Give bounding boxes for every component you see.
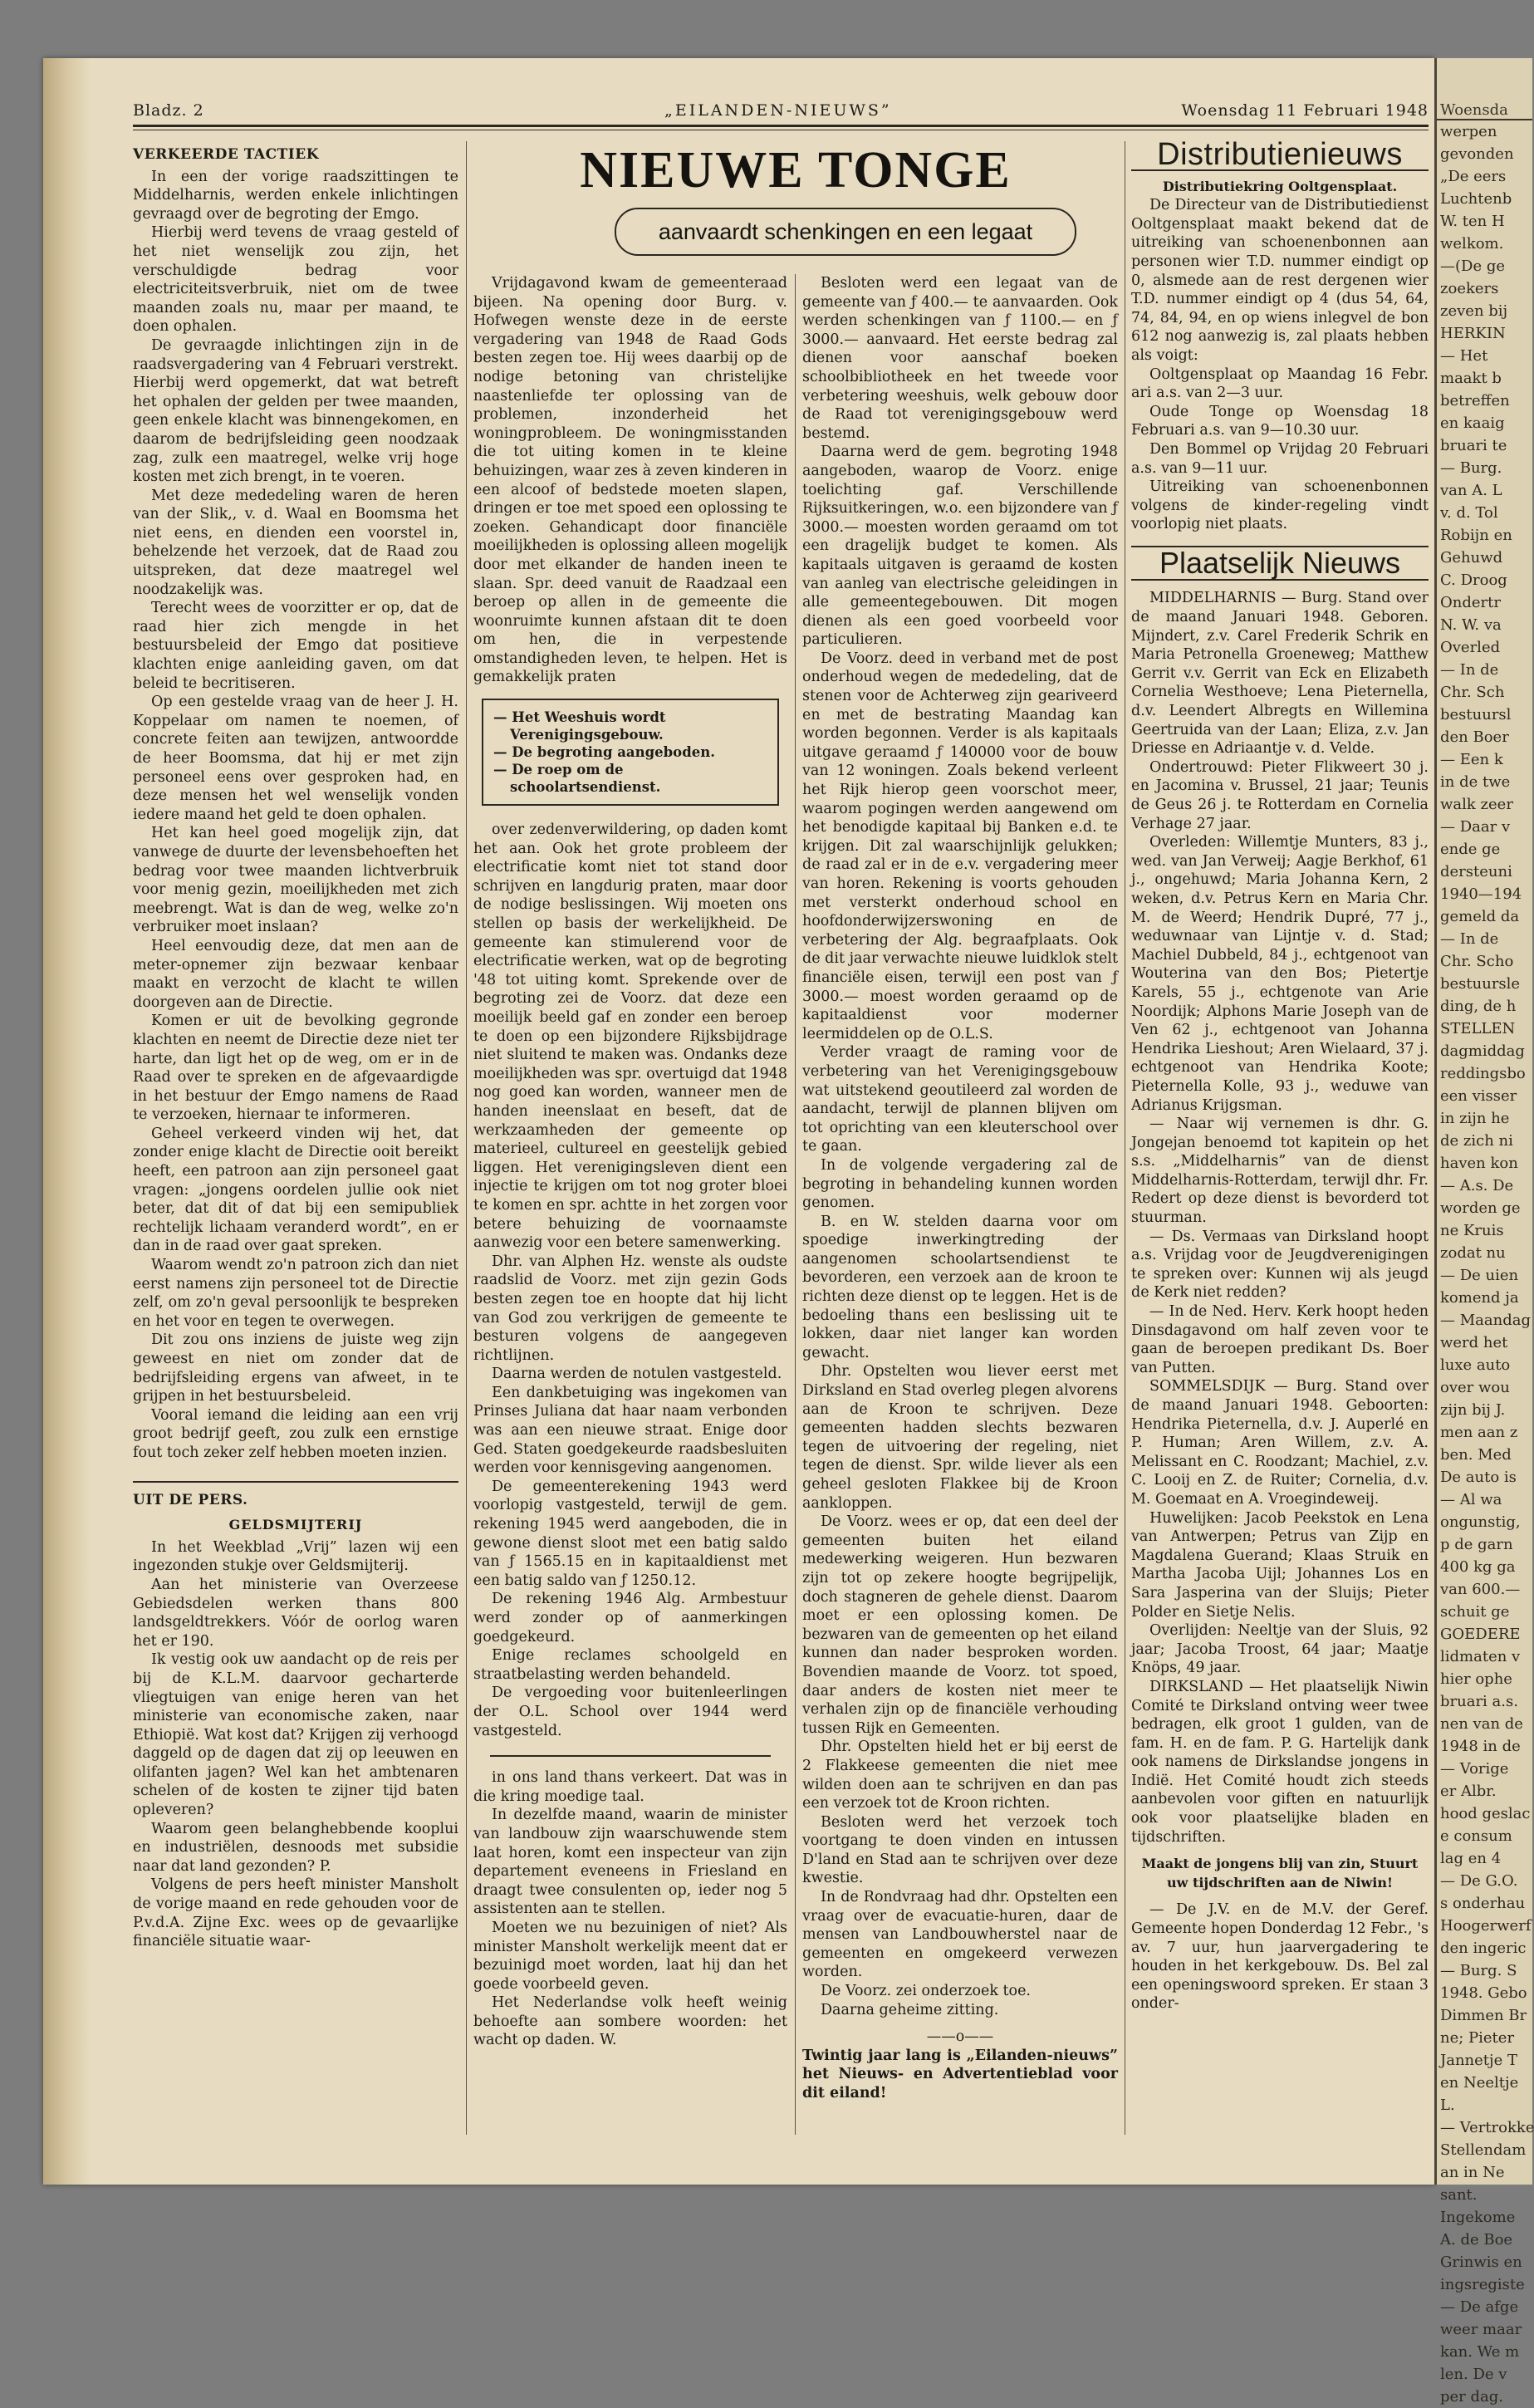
article-paragraph: Dit zou ons inziens de juiste weg zijn geweest en niet om zonder dat de bedrijfsleiding ergens van afweet, in te grijpen in het bestuursbeleid. <box>133 1332 458 1405</box>
article-paragraph: Komen er uit de bevolking gegronde klachten en neemt de Directie deze niet ter harte, dan ligt het op de weg, om er in de Raad over te spreken en de afgevaardigde in het bestuur der Emgo namens de Raad te verzoeken, hiernaar te informeren. <box>133 1013 458 1124</box>
adjacent-page-line: nen van de <box>1440 1715 1523 1733</box>
adjacent-page-line: — In de <box>1440 930 1499 948</box>
article-headline: NIEUWE TONGE <box>580 142 1012 199</box>
adjacent-page-line: Stellendam <box>1440 2141 1527 2159</box>
article-paragraph: Daarna werden de notulen vastgesteld. <box>492 1366 782 1383</box>
article-paragraph: — Ds. Vermaas van Dirksland hoopt a.s. Vrijdag voor de Jeugdverenigingen te spreken over: Kunnen wij als jeugd de Kerk niet redden? <box>1131 1228 1429 1302</box>
article-paragraph: Daarna werd de gem. begroting 1948 aangeboden, waarop de Voorz. enige toelichting gaf. Verschillende Rijksuitkeringen, w.o. een bijzondere van ƒ 3000.— moesten worden geraamd om tot een dragelijk budget te komen. Als kapitaals uitgaven is geraamd de kosten van aanleg van electrische geleidingen in alle gemeentegebouwen. Dit mogen dienen als een goed voorbeeld voor particulieren. <box>802 444 1118 649</box>
article-paragraph: SOMMELSDIJK — Burg. Stand over de maand Januari 1948. Geboorten: Hendrika Pieternella, d.v. J. Auperlé en P. Human; Aren Willem, z.v. A. Melissant en C. Roodzant; Machiel, z.v. C. Looij en Z. de Ruiter; Cornelia, d.v. M. Goemaat en A. Vroegindeweij. <box>1131 1378 1429 1508</box>
article-paragraph: — De J.V. en de M.V. der Geref. Gemeente hopen Donderdag 12 Febr., 's av. 7 uur, hun jaarvergadering te houden in het kerkgebouw. Ds. Bel zal een openingswoord spreken. Er staan 3 onder- <box>1131 1901 1429 2013</box>
summary-item: — Het Weeshuis wordt Verenigingsgebouw. <box>493 709 666 743</box>
adjacent-page-line: de zich ni <box>1440 1132 1513 1150</box>
adjacent-page-line: Chr. Sch <box>1440 684 1505 701</box>
adjacent-page-line: — Burg. S <box>1440 1962 1517 1979</box>
article-body <box>473 274 787 687</box>
adjacent-page-line: 400 kg ga <box>1440 1558 1516 1576</box>
adjacent-page-line: gevonden <box>1440 145 1514 163</box>
article-paragraph: in ons land thans verkeert. Dat was in die kring moedige taal. <box>473 1769 787 1805</box>
adjacent-page-text <box>1437 120 1532 2408</box>
adjacent-page-line: ne; Pieter <box>1440 2029 1515 2047</box>
adjacent-page-line: en Neeltje <box>1440 2074 1519 2092</box>
column-verkeerde-tactiek <box>133 145 458 2135</box>
adjacent-page-line: Overled <box>1440 639 1501 656</box>
issue-date: Woensdag 11 Februari 1948 <box>1181 101 1429 120</box>
adjacent-page-line: — De afge <box>1440 2298 1519 2316</box>
adjacent-page-line: den Boer <box>1440 728 1509 746</box>
adjacent-page-line: komend ja <box>1440 1289 1519 1307</box>
column-rule <box>795 274 796 2135</box>
adjacent-page-line: haven kon <box>1440 1155 1518 1172</box>
adjacent-page-line: van 600.— <box>1440 1581 1521 1598</box>
adjacent-page-line: hood geslac <box>1440 1805 1531 1822</box>
adjacent-page-line: A. de Boe <box>1440 2231 1513 2249</box>
adjacent-page-line: Robijn en <box>1440 527 1512 544</box>
adjacent-page-line: lidmaten v <box>1440 1648 1521 1665</box>
adjacent-page-line: — Maandag <box>1440 1312 1531 1329</box>
promo-text: Twintig jaar lang is „Eilanden-nieuws” het Nieuws- en Advertentieblad voor dit eiland! <box>802 2047 1118 2101</box>
article-paragraph: MIDDELHARNIS — Burg. Stand over de maand Januari 1948. Geboren. Mijndert, z.v. Carel Frederik Schrik en Maria Petronella Groeneweg; Matthew Gerrit v.v. Gerrit van Eck en Elizabeth Cornelia Westhoeve; Lena Pieternella, d.v. Leendert Albregts en Willemina Geertruida van der Laan; Eliza, z.v. Jan Driesse en Adriaantje v. d. Velde. <box>1131 590 1429 758</box>
adjacent-page-line: De auto is <box>1440 1469 1517 1486</box>
adjacent-page-line: er Albr. <box>1440 1783 1497 1800</box>
article-separator <box>133 1481 458 1483</box>
article-paragraph: Besloten werd het verzoek toch voortgang te doen vinden en intussen D'land en Stad aan te schrijven over deze kwestie. <box>802 1813 1118 1887</box>
adjacent-page-line: — In de <box>1440 661 1499 679</box>
page-gutter <box>43 58 91 2185</box>
article-paragraph: Ondertrouwd: Pieter Flikweert 30 j. en Jacomina v. Brussel, 21 jaar; Teunis de Geus 26 j. te Rotterdam en Cornelia Verhage 27 jaar. <box>1131 758 1429 832</box>
adjacent-page-line: — Daar v <box>1440 818 1511 836</box>
article-heading: VERKEERDE TACTIEK <box>133 146 319 163</box>
adjacent-page-line: Luchtenb <box>1440 190 1512 208</box>
article-paragraph: B. en W. stelden daarna voor om spoedige inwerkingtreding der aangenomen schoolartsendienst te bevorderen, een verzoek aan de kroon te richten deze dienst op te leggen. Het is de bedoeling thans een beslissing uit te lokken, daar niet langer kan worden gewacht. <box>802 1213 1118 1361</box>
article-paragraph: Enige reclames schoolgeld en straatbelasting werden behandeld. <box>473 1647 787 1683</box>
adjacent-page-line: van A. L <box>1440 482 1502 499</box>
article-paragraph: Waarom geen belanghebbende kooplui en industriëlen, desnoods met subsidie naar dat land gezonden? P. <box>133 1820 458 1875</box>
adjacent-page-line: men aan z <box>1440 1424 1518 1441</box>
adjacent-page-edge <box>1434 58 1534 2406</box>
adjacent-page-line: lag en 4 <box>1440 1850 1502 1867</box>
article-paragraph: Uitreiking van schoenenbonnen volgens de kinder-regeling vindt voorlopig niet plaats. <box>1131 478 1429 533</box>
article-paragraph: Besloten werd een legaat van de gemeente van ƒ 400.— te aanvaarden. Ook werden schenkingen van ƒ 1100.— en ƒ 3000.— aanvaard. Het eerste bedrag zal dienen voor aanschaf boeken schoolbibliotheek en het tweede voor verbetering weeshuis, welk gebouw door de Raad tot verenigingsgebouw werd bestemd. <box>802 275 1118 442</box>
column-rule <box>466 141 467 2135</box>
adjacent-page-line: bruari te <box>1440 437 1507 454</box>
adjacent-page-line: len. De v <box>1440 2366 1507 2383</box>
adjacent-page-line: — Een k <box>1440 751 1503 768</box>
separator-ornament: ——o—— <box>926 2028 994 2046</box>
adjacent-page-line: luxe auto <box>1440 1356 1511 1374</box>
adjacent-page-line: p de garn <box>1440 1536 1513 1553</box>
head-rule <box>133 125 1429 127</box>
adjacent-page-line: ongunstig, <box>1440 1513 1521 1531</box>
article-paragraph: Vooral iemand die leiding aan een vrij groot bedrijf geeft, zou zulk een ernstige fout toch zeker zelf hebben moeten inzien. <box>133 1406 458 1461</box>
adjacent-page-line: Chr. Scho <box>1440 953 1514 970</box>
article-paragraph: Vrijdagavond kwam de gemeenteraad bijeen. Na opening door Burg. v. Hofwegen wenste deze in de eerste vergadering van 1948 de Raad Gods besten zegen toe. Hij wees daarbij op de nodige betoning van christelijke naastenliefde ter oplossing van de problemen, inzonderheid het woningprobleem. De woningmisstanden die tot uiting komen in te kleine behuizingen, waar zes à zeven kinderen in een alcoof of bedstede moeten slapen, dringen er toe met spoed een oplossing te zoeken. Gehandicapt door financiële moeilijkheden is oplossing alleen mogelijk door met elkander de handen ineen te slaan. Spr. deed vanuit de Raadzaal een beroep op allen in de gemeente die woonruimte kunnen afstaan dit te doen om hen, die in verpestende omstandigheden leven, te helpen. Het is gemakkelijk praten <box>473 275 787 686</box>
column-nieuwe-tonge-2 <box>802 274 1118 2135</box>
section-subheading: Distributiekring Ooltgensplaat. <box>1162 178 1398 194</box>
article-paragraph: DIRKSLAND — Het plaatselijk Niwin Comité te Dirksland ontving weer twee bedragen, elk groot 1 gulden, van de fam. H. en de fam. P. G. Hartelijk dank ook namens de Dirkslandse jongens in Indië. Het Comité houdt zich steeds aanbevolen voor giften en natuurlijk ook voor plaatselijke bladen en tijdschriften. <box>1131 1678 1429 1846</box>
article-paragraph: Ik vestig ook uw aandacht op de reis per bij de K.L.M. daarvoor gecharterde vliegtuigen van enige heren van het ministerie van economische zaken, naar Ethiopië. Wat kost dat? Krijgen zij verhoogd daggeld op de dagen dat zij op leeuwen en olifanten jagen? Wel kan het ambtenaren schelen of de kosten te zijner tijd baten opleveren? <box>133 1651 458 1819</box>
adjacent-page-line: ende ge <box>1440 841 1501 858</box>
adjacent-page-line: Dimmen Br <box>1440 2007 1527 2024</box>
adjacent-page-line: welkom. <box>1440 235 1504 253</box>
article-paragraph: Dhr. Opstelten hield het er bij eerst de 2 Flakkeese gemeenten die niet mee wilden doen aan te schrijven en dan pas een verzoek tot de Kroon richten. <box>802 1739 1118 1812</box>
adjacent-page-line: Ondertr <box>1440 594 1501 611</box>
article-paragraph: In de Rondvraag had dhr. Opstelten een vraag over de evacuatie-huren, daar de mensen van Landbouwherstel naar de gemeenten en omgekeerd verwezen worden. <box>802 1889 1118 1981</box>
article-body <box>1131 589 1429 1846</box>
summary-item: — De begroting aangeboden. <box>493 744 715 761</box>
article-paragraph: Terecht wees de voorzitter er op, dat de raad hier zich mengde in het bestuursbeleid der Emgo dat positieve klachten enige aanleiding gaven, om dat beleid te becritiseren. <box>133 600 458 692</box>
adjacent-page-line: —(De ge <box>1440 257 1506 275</box>
adjacent-page-line: — Burg. <box>1440 459 1502 477</box>
adjacent-page-line: — Vorige <box>1440 1760 1509 1778</box>
adjacent-page-line: ben. Med <box>1440 1446 1512 1464</box>
section-heading: UIT DE PERS. <box>133 1491 248 1508</box>
adjacent-page-line: werd het <box>1440 1334 1508 1351</box>
adjacent-page-line: zoekers <box>1440 280 1499 297</box>
article-subheading: GELDSMIJTERIJ <box>228 1517 363 1533</box>
article-paragraph: Het kan heel goed mogelijk zijn, dat vanwege de duurte der levensbehoeften het bedrag voor twee maanden lichtverbruik voor menig gezin, moeilijkheden met zich meebrengt. Wat is dan de weg, welke zo'n verbruiker moet inslaan? <box>133 825 458 936</box>
adjacent-page-line: dagmiddag <box>1440 1042 1525 1060</box>
adjacent-page-line: HERKIN <box>1440 325 1506 342</box>
article-paragraph: Heel eenvoudig deze, dat men aan de meter-opnemer zijn bezwaar kenbaar maakt en verzocht de klacht te willen doorgeven aan de Directie. <box>133 937 458 1011</box>
article-subheadline: aanvaardt schenkingen en een legaat <box>615 208 1076 256</box>
adjacent-page-line: 1948. Gebo <box>1440 1984 1527 2002</box>
adjacent-page-line: per dag. <box>1440 2388 1503 2406</box>
article-body <box>133 1538 458 1951</box>
notice-text: Maakt de jongens blij van zin, Stuurt uw tijdschriften aan de Niwin! <box>1141 1856 1419 1891</box>
adjacent-page-line: N. W. va <box>1440 616 1502 634</box>
adjacent-page-line: „De eers <box>1440 168 1507 185</box>
running-head <box>133 101 1429 126</box>
adjacent-page-line: W. ten H <box>1440 213 1505 230</box>
adjacent-page-line: Hoogerwerf <box>1440 1917 1532 1935</box>
article-paragraph: Huwelijken: Jacob Peekstok en Lena van Antwerpen; Petrus van Zijp en Magdalena Guerand; Klaas Struik en Martha Jacoba Uijl; Johannes Los en Sara Jasperina van der Sluijs; Pieter Polder en Sietje Nelis. <box>1131 1509 1429 1621</box>
article-paragraph: Waarom wendt zo'n patroon zich dan niet eerst namens zijn personeel tot de Directie zelf, om zo'n geval persoonlijk te bespreken en het voor en tegen te overwegen. <box>133 1257 458 1330</box>
article-paragraph: In de volgende vergadering zal de begroting in behandeling kunnen worden genomen. <box>802 1156 1118 1212</box>
adjacent-page-line: — Al wa <box>1440 1491 1502 1508</box>
article-paragraph: De Voorz. deed in verband met de post onderhoud wegen de mededeling, dat de stenen voor de Achterweg zijn geariveerd en met de bestrating Maandag kan worden begonnen. Verder is als kapitaals uitgave geraamd ƒ 140000 voor de bouw van 12 woningen. Zoals bekend verleent het Rijk hierop geen voorschot meer, waarom pogingen werden aangewend om het benodigde kapitaal bij Banken e.d. te krijgen. Dit zal waarschijnlijk gelukken; de raad zal er in de e.v. vergadering meer van horen. Rekening is voorts gehouden met versterkt onderhoud school en hoofdonderwijzerswoning en de verbetering der Alg. begraafplaats. Ook de dit jaar verwachte nieuwe luidklok stelt financiële eisen, terwijl een post van ƒ 3000.— moest worden geraamd op de kapitaaldienst voor moderner leermiddelen op de O.L.S. <box>802 650 1118 1042</box>
article-body <box>1131 196 1429 534</box>
adjacent-page-line: maakt b <box>1440 370 1502 387</box>
adjacent-page-line: v. d. Tol <box>1440 504 1498 522</box>
adjacent-page-line: in zijn he <box>1440 1110 1510 1127</box>
adjacent-page-line: — De G.O. <box>1440 1872 1518 1890</box>
article-paragraph: Een dankbetuiging was ingekomen van Prinses Juliana dat haar naam verbonden was aan een nieuwe straat. Enige door Ged. Staten goedgekeurde raadsbesluiten werden voor kennisgeving aangenomen. <box>473 1384 787 1477</box>
adjacent-page-line: C. Droog <box>1440 571 1507 589</box>
article-body <box>473 821 787 1740</box>
article-paragraph: Dhr. van Alphen Hz. wenste als oudste raadslid de Voorz. met zijn gezin Gods besten zegen toe en hoopte dat hij licht van God zou verkrijgen de gemeente te besturen volgens de aangegeven richtlijnen. <box>473 1253 787 1364</box>
adjacent-page-line: — Vertrokke <box>1440 2119 1534 2136</box>
adjacent-page-line: sant. <box>1440 2186 1478 2204</box>
article-paragraph: Dhr. Opstelten wou liever eerst met Dirksland en Stad overleg plegen alvorens aan de Kroon te schrijven. Deze gemeenten hadden slechts bezwaren tegen de uitvoering der regeling, niet tegen de dienst. Spr. wilde liever als een geheel gesloten Flakkee bij de Kroon aankloppen. <box>802 1363 1118 1512</box>
article-paragraph: De gemeenterekening 1943 werd voorlopig vastgesteld, terwijl de gem. rekening 1945 werd aangeboden, die in gewone dienst sloot met een batig saldo van ƒ 1565.15 en in kapitaaldienst met een batig saldo van ƒ 1250.12. <box>473 1478 787 1589</box>
adjacent-page-line: en kaaig <box>1440 414 1505 432</box>
article-paragraph: — Naar wij vernemen is dhr. G. Jongejan benoemd tot kapitein op het s.s. „Middelharnis” van de dienst Middelharnis-Rotterdam, terwijl dhr. Fr. Redert op deze dienst is bevorderd tot stuurman. <box>1131 1116 1429 1227</box>
article-paragraph: Oude Tonge op Woensdag 18 Februari a.s. van 9—10.30 uur. <box>1131 403 1429 439</box>
adjacent-page-line: zodat nu <box>1440 1244 1506 1262</box>
summary-box <box>482 699 779 806</box>
adjacent-page-line: bruari a.s. <box>1440 1693 1518 1710</box>
adjacent-page-line: reddingsbo <box>1440 1065 1526 1082</box>
adjacent-page-line: weer maar <box>1440 2321 1522 2338</box>
adjacent-page-line: ingsregiste <box>1440 2276 1525 2293</box>
article-paragraph: Op een gestelde vraag van de heer J. H. Koppelaar om namen te noemen, of concrete feiten aan tewijzen, antwoordde de heer Boomsma, dat hij er met zijn personeel eens over gesproken had, en deze mensen het wel wenselijk vonden iedere maand het geld te doen ophalen. <box>133 694 458 823</box>
article-paragraph: Geheel verkeerd vinden wij het, dat zonder enige klacht de Directie ooit bereikt heeft, een patroon aan zijn personeel gaat vragen: „jongens oordelen jullie ook niet beter, dat dit of dat bij een semipubliek rechtelijk lichaam veranderd wordt”, en er dan in de raad over gaat spreken. <box>133 1125 458 1255</box>
adjacent-page-line: walk zeer <box>1440 796 1513 813</box>
adjacent-page-line: dersteuni <box>1440 863 1512 880</box>
article-paragraph: Daarna geheime zitting. <box>821 2001 999 2018</box>
article-paragraph: Aan het ministerie van Overzeese Gebiedsdelen werken thans 800 landsgeldtrekkers. Vóór de oorlog waren het er 190. <box>133 1576 458 1650</box>
article-body <box>133 168 458 1463</box>
adjacent-page-line: gemeld da <box>1440 908 1520 925</box>
adjacent-page-line: Jannetje T <box>1440 2052 1517 2069</box>
article-separator <box>490 1755 771 1757</box>
adjacent-page-line: Gehuwd <box>1440 549 1503 566</box>
adjacent-page-line: L. <box>1440 2097 1455 2114</box>
adjacent-page-line: ne Kruis <box>1440 1222 1504 1239</box>
article-paragraph: In een der vorige raadszittingen te Middelharnis, werden enkele inlichtingen gevraagd over de begroting der Emgo. <box>133 168 458 223</box>
adjacent-page-line: Grinwis en <box>1440 2254 1522 2271</box>
article-paragraph: Hierbij werd tevens de vraag gesteld of het niet wenselijk zou zijn, het verschuldigde bedrag voor electriciteitsverbruik, niet om de twee maanden zoals nu, maar per maand, te doen ophalen. <box>133 224 458 336</box>
adjacent-page-line: GOEDERE <box>1440 1626 1521 1643</box>
article-paragraph: Het Nederlandse volk heeft weinig behoefte aan sombere woorden: het wacht op daden. W. <box>473 1994 787 2049</box>
adjacent-page-line: schuit ge <box>1440 1603 1510 1621</box>
adjacent-page-line: kan. We m <box>1440 2343 1520 2361</box>
adjacent-page-line: STELLEN <box>1440 1020 1516 1037</box>
adjacent-page-line: s onderhau <box>1440 1895 1526 1912</box>
scanner-background <box>0 0 1532 42</box>
article-paragraph: De Directeur van de Distributiedienst Ooltgensplaat maakt bekend dat de uitreiking van schoenenbonnen aan personen wier T.D. nummer eindigt op 0, alsmede aan de rest dergenen wier T.D. nummer eindigt op 4 (dus 54, 64, 74, 84, 94, en op wiens inlegvel de bon 612 nog aanwezig is, zal plaats hebben als voigt: <box>1131 197 1429 364</box>
adjacent-page-line: werpen <box>1440 123 1497 140</box>
adjacent-page-line: — De uien <box>1440 1267 1519 1284</box>
article-paragraph: Ooltgensplaat op Maandag 16 Febr. ari a.s. van 2—3 uur. <box>1131 365 1429 402</box>
adjacent-page-line: — Het <box>1440 347 1488 365</box>
article-body <box>802 274 1118 2019</box>
adjacent-page-line: den ingeric <box>1440 1940 1527 1957</box>
adjacent-page-line: hier ophe <box>1440 1670 1512 1688</box>
article-paragraph: Volgens de pers heeft minister Mansholt de vorige maand en rede gehouden voor de P.v.d.A. Zijne Exc. wees op de gevaarlijke financiële situatie waar- <box>133 1876 458 1950</box>
article-paragraph: Den Bommel op Vrijdag 20 Februari a.s. van 9—11 uur. <box>1131 440 1429 477</box>
article-paragraph: In dezelfde maand, waarin de minister van landbouw zijn waarschuwende stem laat horen, komt een inspecteur van zijn departement eveneens in Friesland en draagt twee consulenten op, ieder nog 5 assistenten aan te stellen. <box>473 1807 787 1918</box>
summary-item: — De roep om de schoolartsendienst. <box>493 762 661 796</box>
adjacent-page-line: e consum <box>1440 1827 1512 1845</box>
article-paragraph: De rekening 1946 Alg. Armbestuur werd zonder op of aanmerkingen goedgekeurd. <box>473 1591 787 1645</box>
page-number: Bladz. 2 <box>133 101 204 120</box>
section-title: Plaatselijk Nieuws <box>1131 546 1429 581</box>
article-body <box>473 1768 787 2050</box>
adjacent-page-line: 1948 in de <box>1440 1738 1521 1755</box>
article-paragraph: Overleden: Willemtje Munters, 83 j., wed. van Jan Verweij; Aagje Berkhof, 61 j., ongehuwd; Maria Johanna Kern, 2 weken, d.v. Petrus Kern en Maria Chr. M. de Weerd; Hendrik Dupré, 77 j., weduwnaar van Lijntje v. d. Stad; Machiel Dubbeld, 84 j., echtgenoot van Wouterina van den Bos; Pietertje Karels, 55 j., echtgenote van Arie Noordijk; Alphons Marie Joseph van de Ven 62 j., echtgenoot van Johanna Hendrika Lieshout; Aren Wielaard, 37 j. echtgenoot van Hendrika Koote; Pieternella Kolle, 93 j., weduwe van Adrianus Krijgsman. <box>1131 834 1429 1114</box>
adjacent-page-line: zeven bij <box>1440 302 1508 320</box>
adjacent-page-header: Woensda <box>1437 58 1532 120</box>
masthead-title: „EILANDEN-NIEUWS” <box>664 101 892 120</box>
article-paragraph: Overlijden: Neeltje van der Sluis, 92 jaar; Jacoba Troost, 64 jaar; Maatje Knöps, 49 jaar. <box>1131 1622 1429 1677</box>
article-paragraph: De vergoeding voor buitenleerlingen der O.L. School over 1944 werd vastgesteld. <box>473 1685 787 1739</box>
adjacent-page-line: zijn bij J. <box>1440 1401 1506 1419</box>
column-nieuwe-tonge-1 <box>473 274 787 2135</box>
adjacent-page-line: Ingekome <box>1440 2209 1516 2226</box>
adjacent-page-line: an in Ne <box>1440 2164 1505 2181</box>
adjacent-page-line: worden ge <box>1440 1199 1521 1217</box>
article-paragraph: Verder vraagt de raming voor de verbetering van het Verenigingsgebouw wat uitstekend geoutileerd zal worden de aandacht, terwijl de plannen blijven om tot oprichting van een kleuterschool over te gaan. <box>802 1044 1118 1155</box>
section-title: Distributienieuws <box>1131 145 1429 171</box>
article-paragraph: De gevraagde inlichtingen zijn in de raadsvergadering van 4 Februari verstrekt. Hierbij werd opgemerkt, dat wat betreft het ophalen der gelden per twee maanden, geen enkele klacht was binnengekomen, en daarom de bedrijfsleiding geen noodzaak zag, zulk een maatregel, welke vrij hoge kosten met zich brengt, in te voeren. <box>133 336 458 486</box>
article-paragraph: Moeten we nu bezuinigen of niet? Als minister Mansholt werkelijk meent dat er bezuinigd moet worden, laat hij dan het goede voorbeeld geven. <box>473 1919 787 1993</box>
article-paragraph: over zedenverwildering, op daden komt het aan. Ook het grote probleem der electrificatie komt niet tot stand door schrijven en langdurig praten, maar door de nodige beslissingen. Wij moeten ons stellen op basis der werkelijkheid. De gemeente kan stimulerend voor de electrificatie werken, wat op de begroting '48 tot uiting komt. Sprekende over de begroting zei de Voorz. dat deze een moeilijk beeld gaf en zonder een beroep te doen op een bijzondere Rijksbijdrage niet sluitend te maken was. Ondanks deze moeilijkheden was spr. overtuigd dat 1948 nog goed kan worden, wanneer men de handen ineenslaat en beseft, dat de werkzaamheden der gemeente op materieel, cultureel en geestelijk gebied liggen. Het verenigingsleven dient een injectie te krijgen om tot nog groter bloei te komen en spr. achtte in het zorgen voor betere behuizing de voornaamste aanwezig voor een betere samenwerking. <box>473 821 787 1252</box>
adjacent-page-line: over wou <box>1440 1379 1510 1396</box>
adjacent-page-line: ding, de h <box>1440 998 1517 1015</box>
adjacent-page-line: bestuursle <box>1440 975 1521 993</box>
article-paragraph: De Voorz. zei onderzoek toe. <box>821 1983 1031 2000</box>
adjacent-page-line: een visser <box>1440 1087 1517 1105</box>
article-paragraph: Met deze mededeling waren de heren van der Slik,, v. d. Waal en Boomsma het niet eens, en dienden een voorstel in, behelzende het verzoek, dat de Raad zou uitspreken, dat deze maatregel wel noodzakelijk was. <box>133 487 458 598</box>
column-distributienieuws <box>1131 137 1429 2135</box>
adjacent-page-line: bestuursl <box>1440 706 1512 723</box>
adjacent-page-line: 1940—194 <box>1440 885 1522 903</box>
article-paragraph: De Voorz. wees er op, dat een deel der gemeenten buiten het eiland medewerking weigeren. Hun bezwaren zijn tot op zekere hoogte begrijpelijk, doch stagneren de gehele dienst. Daarom moet er een oplossing komen. De bezwaren van de gemeenten op het eiland kunnen dan nader besproken worden. Bovendien maande de Voorz. tot spoed, daar anders de kosten niet meer te verhalen zijn op de financiële verhouding tussen Rijk en Gemeenten. <box>802 1513 1118 1737</box>
article-paragraph: — In de Ned. Herv. Kerk hoopt heden Dinsdagavond om half zeven voor te gaan de beroepen predikant Ds. Boer van Putten. <box>1131 1303 1429 1376</box>
adjacent-page-line: — A.s. De <box>1440 1177 1514 1194</box>
article-paragraph: In het Weekblad „Vrij” lazen wij een ingezonden stukje over Geldsmijterij. <box>133 1538 458 1575</box>
adjacent-page-line: betreffen <box>1440 392 1510 410</box>
adjacent-page-line: in de twe <box>1440 773 1511 791</box>
